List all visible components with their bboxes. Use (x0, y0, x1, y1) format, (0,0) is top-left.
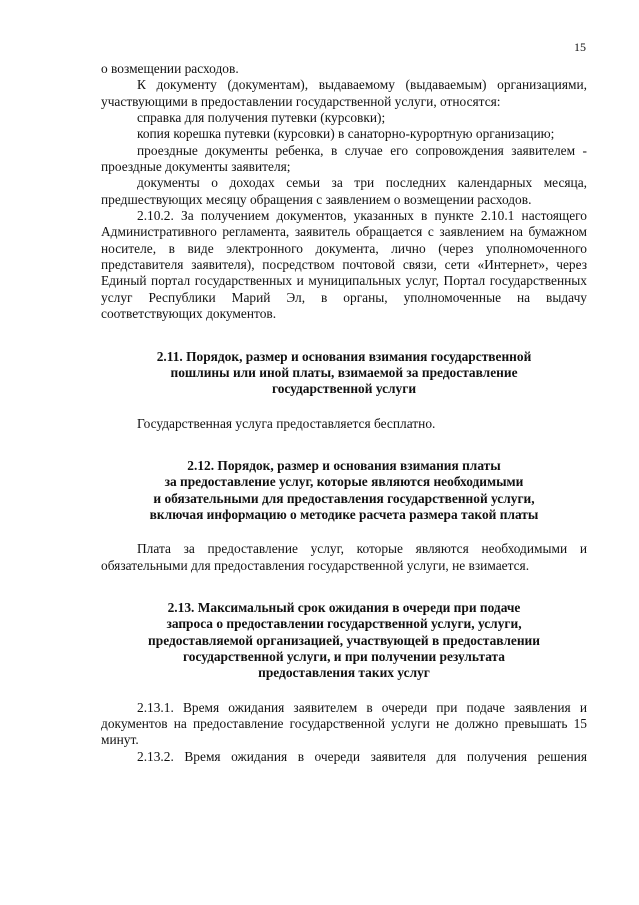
heading-line: 2.11. Порядок, размер и основания взимания государственной (156, 348, 532, 364)
heading-line: государственной услуги (271, 381, 417, 397)
paragraph-fee-not-charged: Плата за предоставление услуг, которые являются необходимыми и обязательными для предоставления государственной услуги, не взимается. (101, 541, 587, 573)
heading-line: 2.12. Порядок, размер и основания взимания платы (187, 457, 501, 473)
paragraph-continuation: о возмещении расходов. (101, 61, 239, 76)
paragraph-2-13-1: 2.13.1. Время ожидания заявителем в очереди при подаче заявления и документов на предоставление государственной услуги не должно превышать 15 минут. (101, 699, 587, 748)
section-heading-2-12 (101, 458, 587, 523)
page-content (101, 61, 587, 765)
list-item-travel-documents: проездные документы ребенка, в случае его сопровождения заявителем - проездные документы заявителя; (101, 142, 587, 175)
paragraph-free-service: Государственная услуга предоставляется бесплатно. (137, 415, 436, 431)
page-number: 15 (574, 40, 586, 54)
heading-line: и обязательными для предоставления государственной услуги, (153, 490, 535, 506)
heading-line: предоставления таких услуг (258, 665, 430, 681)
paragraph-2-10-2: 2.10.2. За получением документов, указанных в пункте 2.10.1 настоящего Административного регламента, заявитель обращается с заявлением на бумажном носителе, в виде электронного документа, лично (через уполномоченного представителя заявителя), посредством почтовой связи, сети «Интернет», через Единый портал государственных и муниципальных услуг, Портал государственных услуг Республики Марий Эл, в органы, уполномоченные на выдачу соответствующих документов. (101, 208, 587, 322)
paragraph-2-13-2: 2.13.2. Время ожидания в очереди заявителя для получения решения (137, 748, 587, 764)
list-item-voucher-stub: копия корешка путевки (курсовки) в санаторно-курортную организацию; (137, 126, 555, 142)
heading-line: пошлины или иной платы, взимаемой за предоставление (170, 364, 518, 380)
heading-line: 2.13. Максимальный срок ожидания в очереди при подаче (167, 599, 521, 615)
heading-line: предоставляемой организацией, участвующей в предоставлении (148, 632, 540, 648)
list-item-income-documents: документы о доходах семьи за три последних календарных месяца, предшествующих месяцу обращения с заявлением о возмещении расходов. (101, 175, 587, 207)
section-heading-2-11 (101, 349, 587, 398)
heading-line: запроса о предоставлении государственной услуги, услуги, (166, 616, 522, 632)
heading-line: включая информацию о методике расчета размера такой платы (149, 506, 539, 522)
heading-line: за предоставление услуг, которые являются необходимыми (164, 474, 524, 490)
section-heading-2-13 (101, 600, 587, 682)
heading-line: государственной услуги, и при получении результата (183, 648, 505, 664)
paragraph-documents-intro: К документу (документам), выдаваемому (выдаваемым) организациями, участвующими в предоставлении государственной услуги, относятся: (101, 77, 587, 109)
list-item-voucher-certificate: справка для получения путевки (курсовки); (137, 110, 386, 126)
